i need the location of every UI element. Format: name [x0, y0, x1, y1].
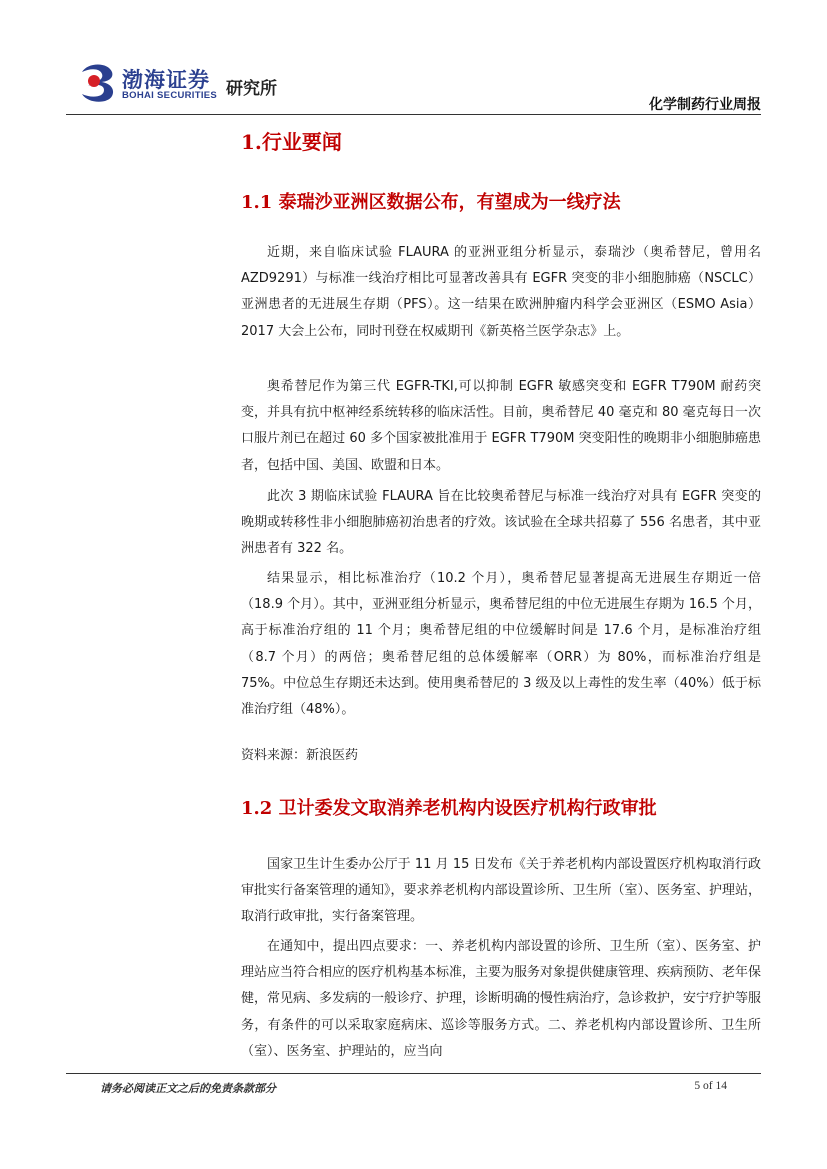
company-name-en: BOHAI SECURITIES [122, 90, 218, 101]
paragraph-3: 此次 3 期临床试验 FLAURA 旨在比较奥希替尼与标准一线治疗对具有 EGFR 突变的晚期或转移性非小细胞肺癌初治患者的疗效。该试验在全球共招募了 556 名患者，其中亚洲患者有 322 名。 [241, 489, 761, 557]
report-type: 化学制药行业周报 [649, 97, 761, 113]
footer-divider [66, 1073, 761, 1074]
bohai-logo-icon [78, 62, 116, 102]
subsection-title-1-2: 1.2 卫计委发文取消养老机构内设医疗机构行政审批 [241, 798, 657, 819]
source-note: 资料来源：新浪医药 [241, 748, 359, 763]
company-name-cn: 渤海证券 [122, 67, 210, 92]
paragraph-4: 结果显示，相比标准治疗（10.2 个月），奥希替尼显著提高无进展生存期近一倍（18.9 个月）。其中，亚洲亚组分析显示，奥希替尼组的中位无进展生存期为 16.5 个月，高于标准治疗组的 11 个月；奥希替尼组的中位缓解时间是 17.6 个月，是标准治疗组（8.7 个月）的两倍；奥希替尼组的总体缓解率（ORR）为 80%，而标准治疗组是 75%。中位总生存期还未达到。使用奥希替尼的 3 级及以上毒性的发生率（40%）低于标准治疗组（48%）。 [241, 571, 761, 718]
paragraph-2: 奥希替尼作为第三代 EGFR-TKI,可以抑制 EGFR 敏感突变和 EGFR T790M 耐药突变，并具有抗中枢神经系统转移的临床活性。目前，奥希替尼 40 毫克和 80 毫克每日一次口服片剂已在超过 60 多个国家被批准用于 EGFR T790M 突变阳性的晚期非小细胞肺癌患者，包括中国、美国、欧盟和日本。 [241, 379, 761, 473]
header-divider [66, 114, 761, 115]
paragraph-6: 在通知中，提出四点要求：一、养老机构内部设置的诊所、卫生所（室）、医务室、护理站应当符合相应的医疗机构基本标准，主要为服务对象提供健康管理、疾病预防、老年保健，常见病、多发病的一般诊疗、护理，诊断明确的慢性病治疗，急诊救护，安宁疗护等服务，有条件的可以采取家庭病床、巡诊等服务方式。二、养老机构内部设置诊所、卫生所（室）、医务室、护理站的，应当向 [241, 939, 762, 1059]
page-number: 5 of 14 [694, 1080, 727, 1092]
subsection-title-1-1: 1.1 泰瑞沙亚洲区数据公布，有望成为一线疗法 [241, 192, 621, 213]
paragraph-5: 国家卫生计生委办公厅于 11 月 15 日发布《关于养老机构内部设置医疗机构取消行政审批实行备案管理的通知》，要求养老机构内部设置诊所、卫生所（室）、医务室、护理站，取消行政审批，实行备案管理。 [241, 857, 762, 925]
footer-disclaimer: 请务必阅读正文之后的免责条款部分 [100, 1082, 276, 1095]
paragraph-1: 近期，来自临床试验 FLAURA 的亚洲亚组分析显示，泰瑞沙（奥希替尼，曾用名 AZD9291）与标准一线治疗相比可显著改善具有 EGFR 突变的非小细胞肺癌（NSCLC）亚洲患者的无进展生存期（PFS）。这一结果在欧洲肿瘤内科学会亚洲区（ESMO Asia）2017 大会上公布，同时刊登在权威期刊《新英格兰医学杂志》上。 [241, 245, 761, 339]
department-label: 研究所 [226, 79, 277, 99]
page-header [0, 0, 827, 120]
section-title: 1.行业要闻 [241, 130, 342, 154]
